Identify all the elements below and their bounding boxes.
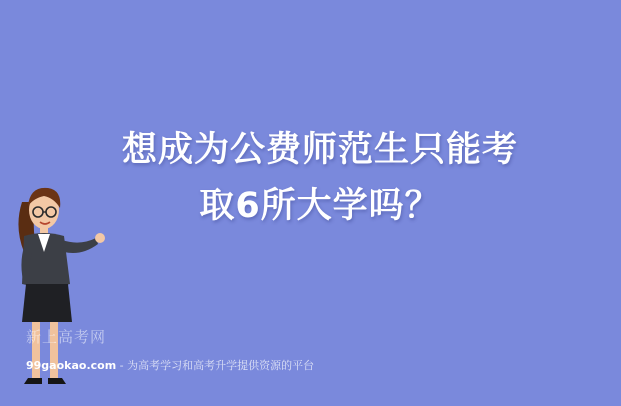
headline-line-1: 想成为公费师范生只能考 bbox=[121, 130, 518, 170]
headline-line-2: 取6所大学吗？ bbox=[199, 186, 441, 226]
watermark-site-name: 新上高考网 bbox=[26, 328, 107, 346]
watermark-domain: 99gaokao.com bbox=[26, 359, 117, 372]
watermark-caption bbox=[26, 357, 314, 373]
watermark-tagline: - 为高考学习和高考升学提供资源的平台 bbox=[116, 359, 315, 372]
headline bbox=[60, 122, 580, 234]
